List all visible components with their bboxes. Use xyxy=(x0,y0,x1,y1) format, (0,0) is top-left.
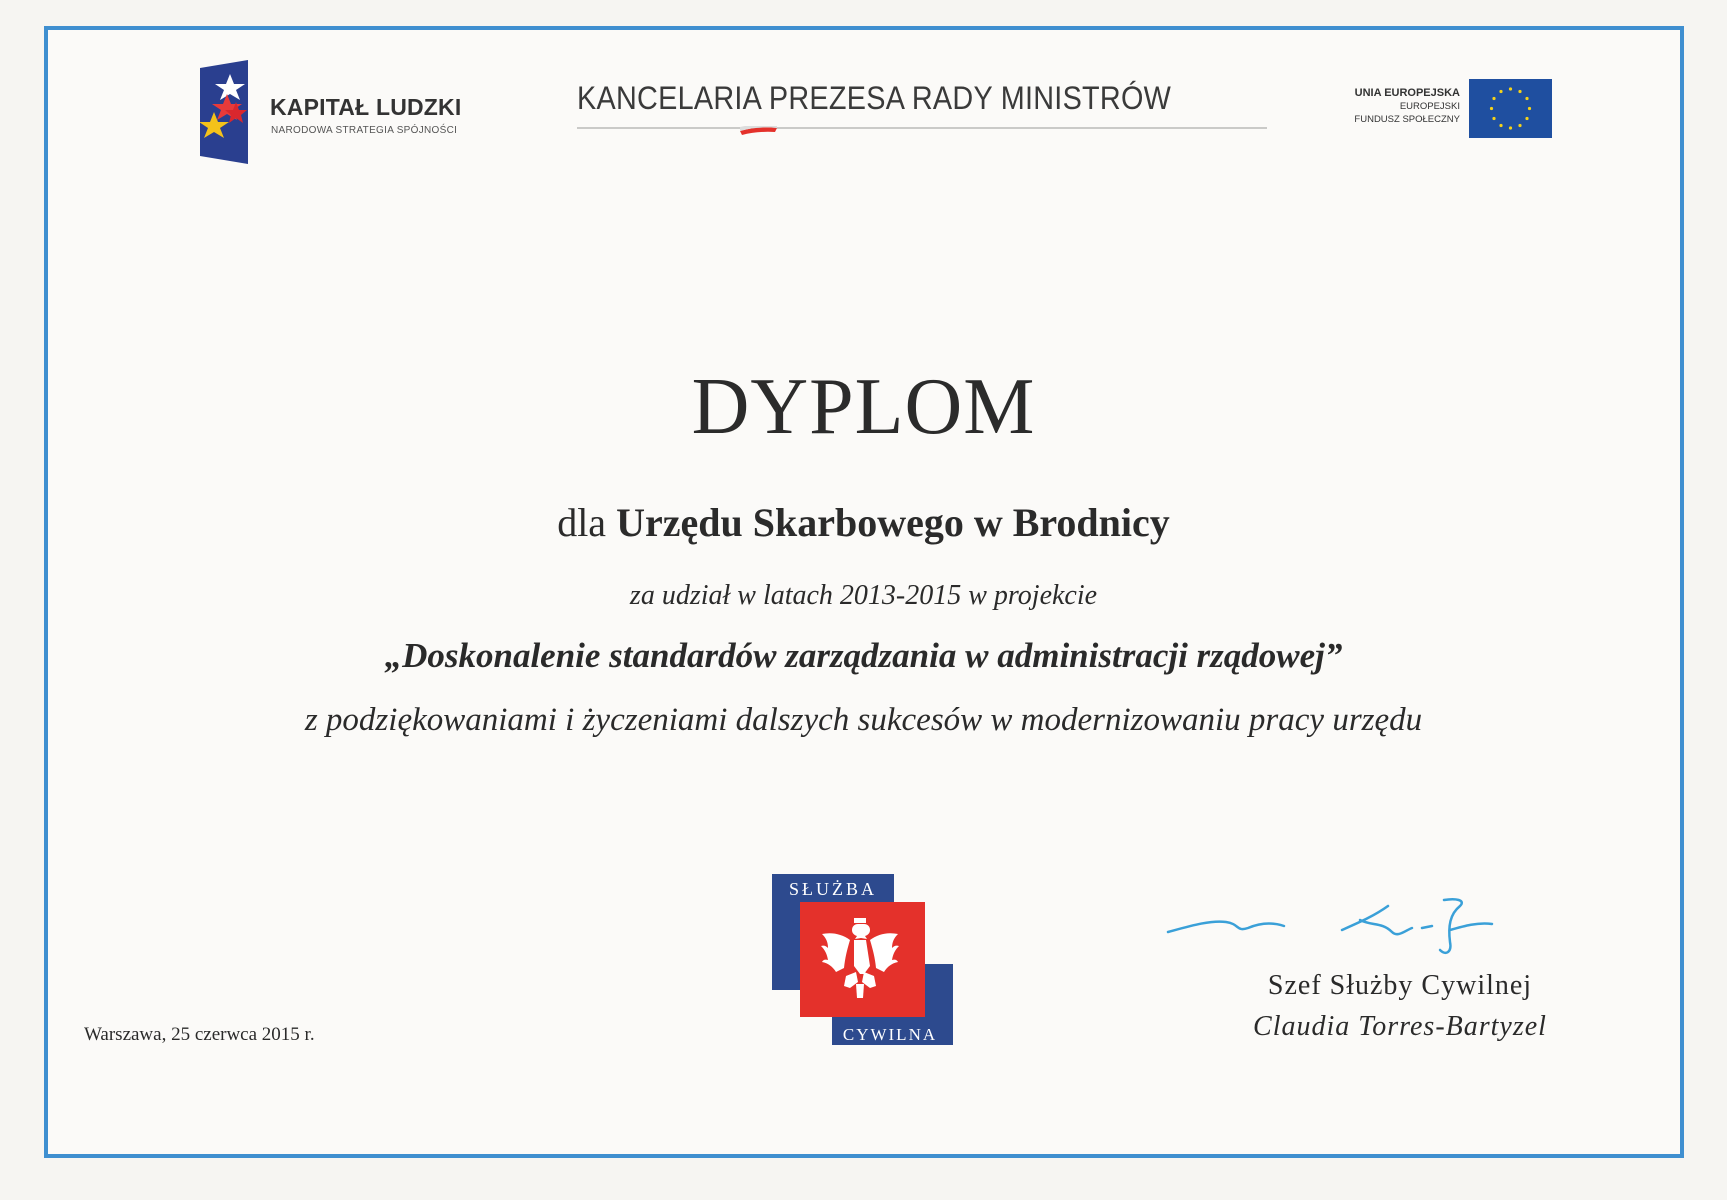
eu-logo-line3: FUNDUSZ SPOŁECZNY xyxy=(1354,114,1460,125)
recipient-name: Urzędu Skarbowego w Brodnicy xyxy=(616,500,1170,545)
kprm-title: KANCELARIA PREZESA RADY MINISTRÓW xyxy=(577,80,1172,116)
participation-line: za udział w latach 2013-2015 w projekcie xyxy=(629,580,1098,611)
eu-logo-line1: UNIA EUROPEJSKA xyxy=(1354,87,1460,99)
thanks-line: z podziękowaniami i życzeniami dalszych sukcesów w modernizowaniu pracy urzędu xyxy=(304,702,1423,738)
recipient-prefix: dla xyxy=(557,500,607,545)
eu-flag-icon xyxy=(1469,79,1552,138)
signer-role: Szef Służby Cywilnej xyxy=(1267,970,1533,1001)
seal-top-text: SŁUŻBA xyxy=(788,879,878,899)
recipient-line xyxy=(0,499,1727,546)
eu-logo-line2: EUROPEJSKI xyxy=(1399,101,1460,112)
place-and-date: Warszawa, 25 czerwca 2015 r. xyxy=(84,1024,315,1045)
diploma-heading: DYPLOM xyxy=(691,363,1036,451)
sluzba-cywilna-logo xyxy=(770,872,955,1047)
seal-bottom-text: CYWILNA xyxy=(842,1025,938,1044)
kapital-ludzki-title: KAPITAŁ LUDZKI xyxy=(270,94,462,120)
kprm-flag-line-icon xyxy=(577,126,1267,136)
signer-name: Claudia Torres-Bartyzel xyxy=(1253,1011,1547,1042)
handwritten-signature xyxy=(1160,892,1620,962)
eu-logo-text xyxy=(1300,87,1460,126)
kapital-ludzki-subtitle: NARODOWA STRATEGIA SPÓJNOŚCI xyxy=(271,125,458,136)
project-title: „Doskonalenie standardów zarządzania w administracji rządowej” xyxy=(384,636,1343,675)
